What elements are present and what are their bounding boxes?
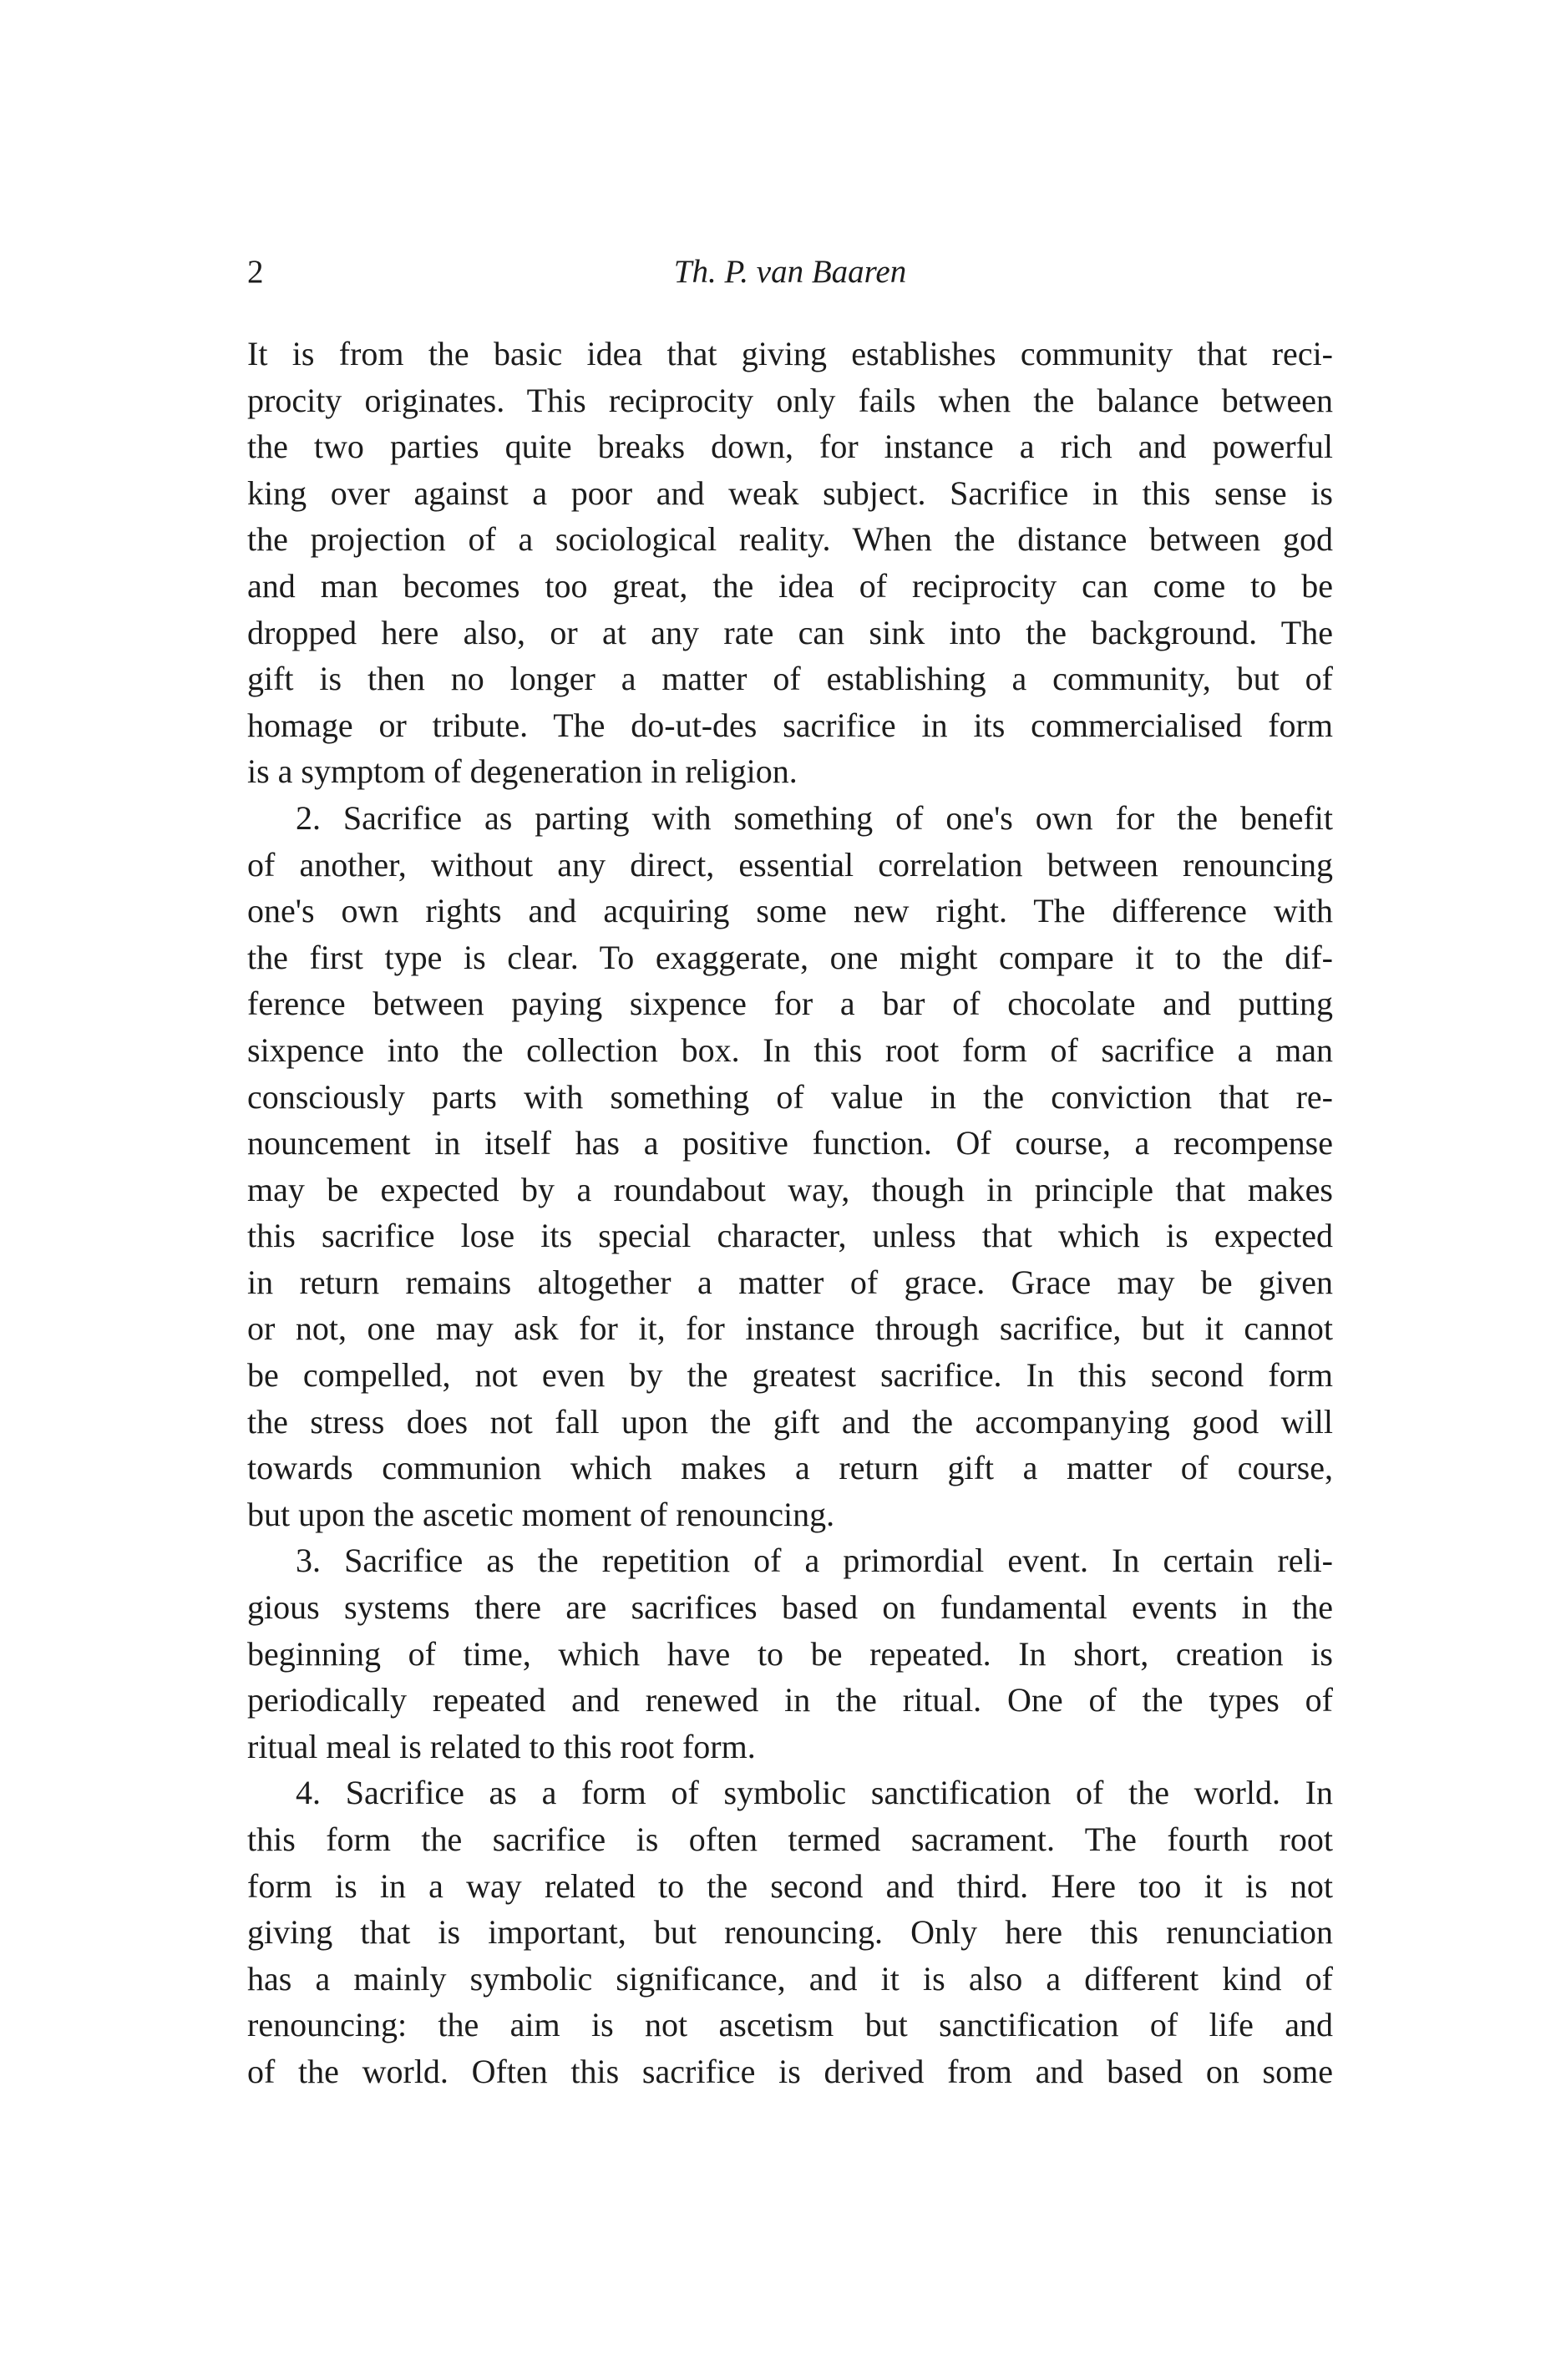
text-line: consciously parts with something of value in the conviction that re-	[247, 1077, 1333, 1116]
text-line: be compelled, not even by the greatest sacrifice. In this second form	[247, 1356, 1333, 1395]
text-line: towards communion which makes a return gift a matter of course,	[247, 1449, 1333, 1487]
text-line: dropped here also, or at any rate can sink into the background. The	[247, 613, 1333, 651]
text-line: the projection of a sociological reality. When the distance between god	[247, 520, 1333, 559]
text-line: and man becomes too great, the idea of reciprocity can come to be	[247, 566, 1333, 605]
text-line: periodically repeated and renewed in the ritual. One of the types of	[247, 1681, 1333, 1719]
text-line: gious systems there are sacrifices based on fundamental events in the	[247, 1588, 1333, 1627]
running-title: Th. P. van Baaren	[673, 254, 907, 290]
text-line: 2. Sacrifice as parting with something of one's own for the benefit	[296, 798, 1333, 837]
text-line: 4. Sacrifice as a form of symbolic sanctification of the world. In	[296, 1774, 1333, 1812]
text-line: king over against a poor and weak subject. Sacrifice in this sense is	[247, 473, 1333, 512]
text-line: giving that is important, but renouncing. Only here this renunciation	[247, 1913, 1333, 1952]
text-line: ritual meal is related to this root form.	[247, 1727, 756, 1765]
text-line: this sacrifice lose its special character, unless that which is expected	[247, 1217, 1333, 1255]
text-line: this form the sacrifice is often termed sacrament. The fourth root	[247, 1820, 1333, 1858]
text-line: the two parties quite breaks down, for instance a rich and powerful	[247, 428, 1333, 466]
text-line: of another, without any direct, essential correlation between renouncing	[247, 845, 1333, 884]
text-line: of the world. Often this sacrifice is derived from and based on some	[247, 2052, 1333, 2090]
text-line: may be expected by a roundabout way, though in principle that makes	[247, 1170, 1333, 1208]
text-line: but upon the ascetic moment of renouncing.	[247, 1495, 835, 1533]
running-head	[247, 249, 1333, 296]
text-line: homage or tribute. The do-ut-des sacrifice in its commercialised form	[247, 706, 1333, 744]
text-line: or not, one may ask for it, for instance through sacrifice, but it cannot	[247, 1309, 1333, 1348]
text-line: It is from the basic idea that giving establishes community that reci-	[247, 335, 1333, 372]
paragraph-2	[247, 795, 1333, 1538]
text-line: nouncement in itself has a positive function. Of course, a recompense	[247, 1124, 1333, 1162]
text-line: gift is then no longer a matter of establishing a community, but of	[247, 660, 1333, 698]
text-line: in return remains altogether a matter of grace. Grace may be given	[247, 1263, 1333, 1301]
text-line: 3. Sacrifice as the repetition of a primordial event. In certain reli-	[296, 1542, 1333, 1580]
text-line: ference between paying sixpence for a bar of chocolate and putting	[247, 985, 1333, 1023]
text-line: renouncing: the aim is not ascetism but sanctification of life and	[247, 2006, 1333, 2044]
body-text	[247, 331, 1333, 2095]
text-line: beginning of time, which have to be repeated. In short, creation is	[247, 1634, 1333, 1673]
paragraph-4	[247, 1770, 1333, 2094]
text-line: the stress does not fall upon the gift and the accompanying good will	[247, 1402, 1333, 1441]
text-line: one's own rights and acquiring some new right. The difference with	[247, 892, 1333, 930]
text-line: is a symptom of degeneration in religion.	[247, 752, 798, 791]
paragraph-3	[247, 1537, 1333, 1770]
paragraph-1	[247, 331, 1333, 795]
text-line: has a mainly symbolic significance, and it is also a different kind of	[247, 1959, 1333, 1998]
page-number: 2	[247, 254, 264, 290]
text-line: sixpence into the collection box. In this root form of sacrifice a man	[247, 1030, 1333, 1069]
text-line: procity originates. This reciprocity only fails when the balance between	[247, 381, 1333, 419]
text-line: the first type is clear. To exaggerate, one might compare it to the dif-	[247, 938, 1333, 976]
text-line: form is in a way related to the second and third. Here too it is not	[247, 1866, 1333, 1905]
